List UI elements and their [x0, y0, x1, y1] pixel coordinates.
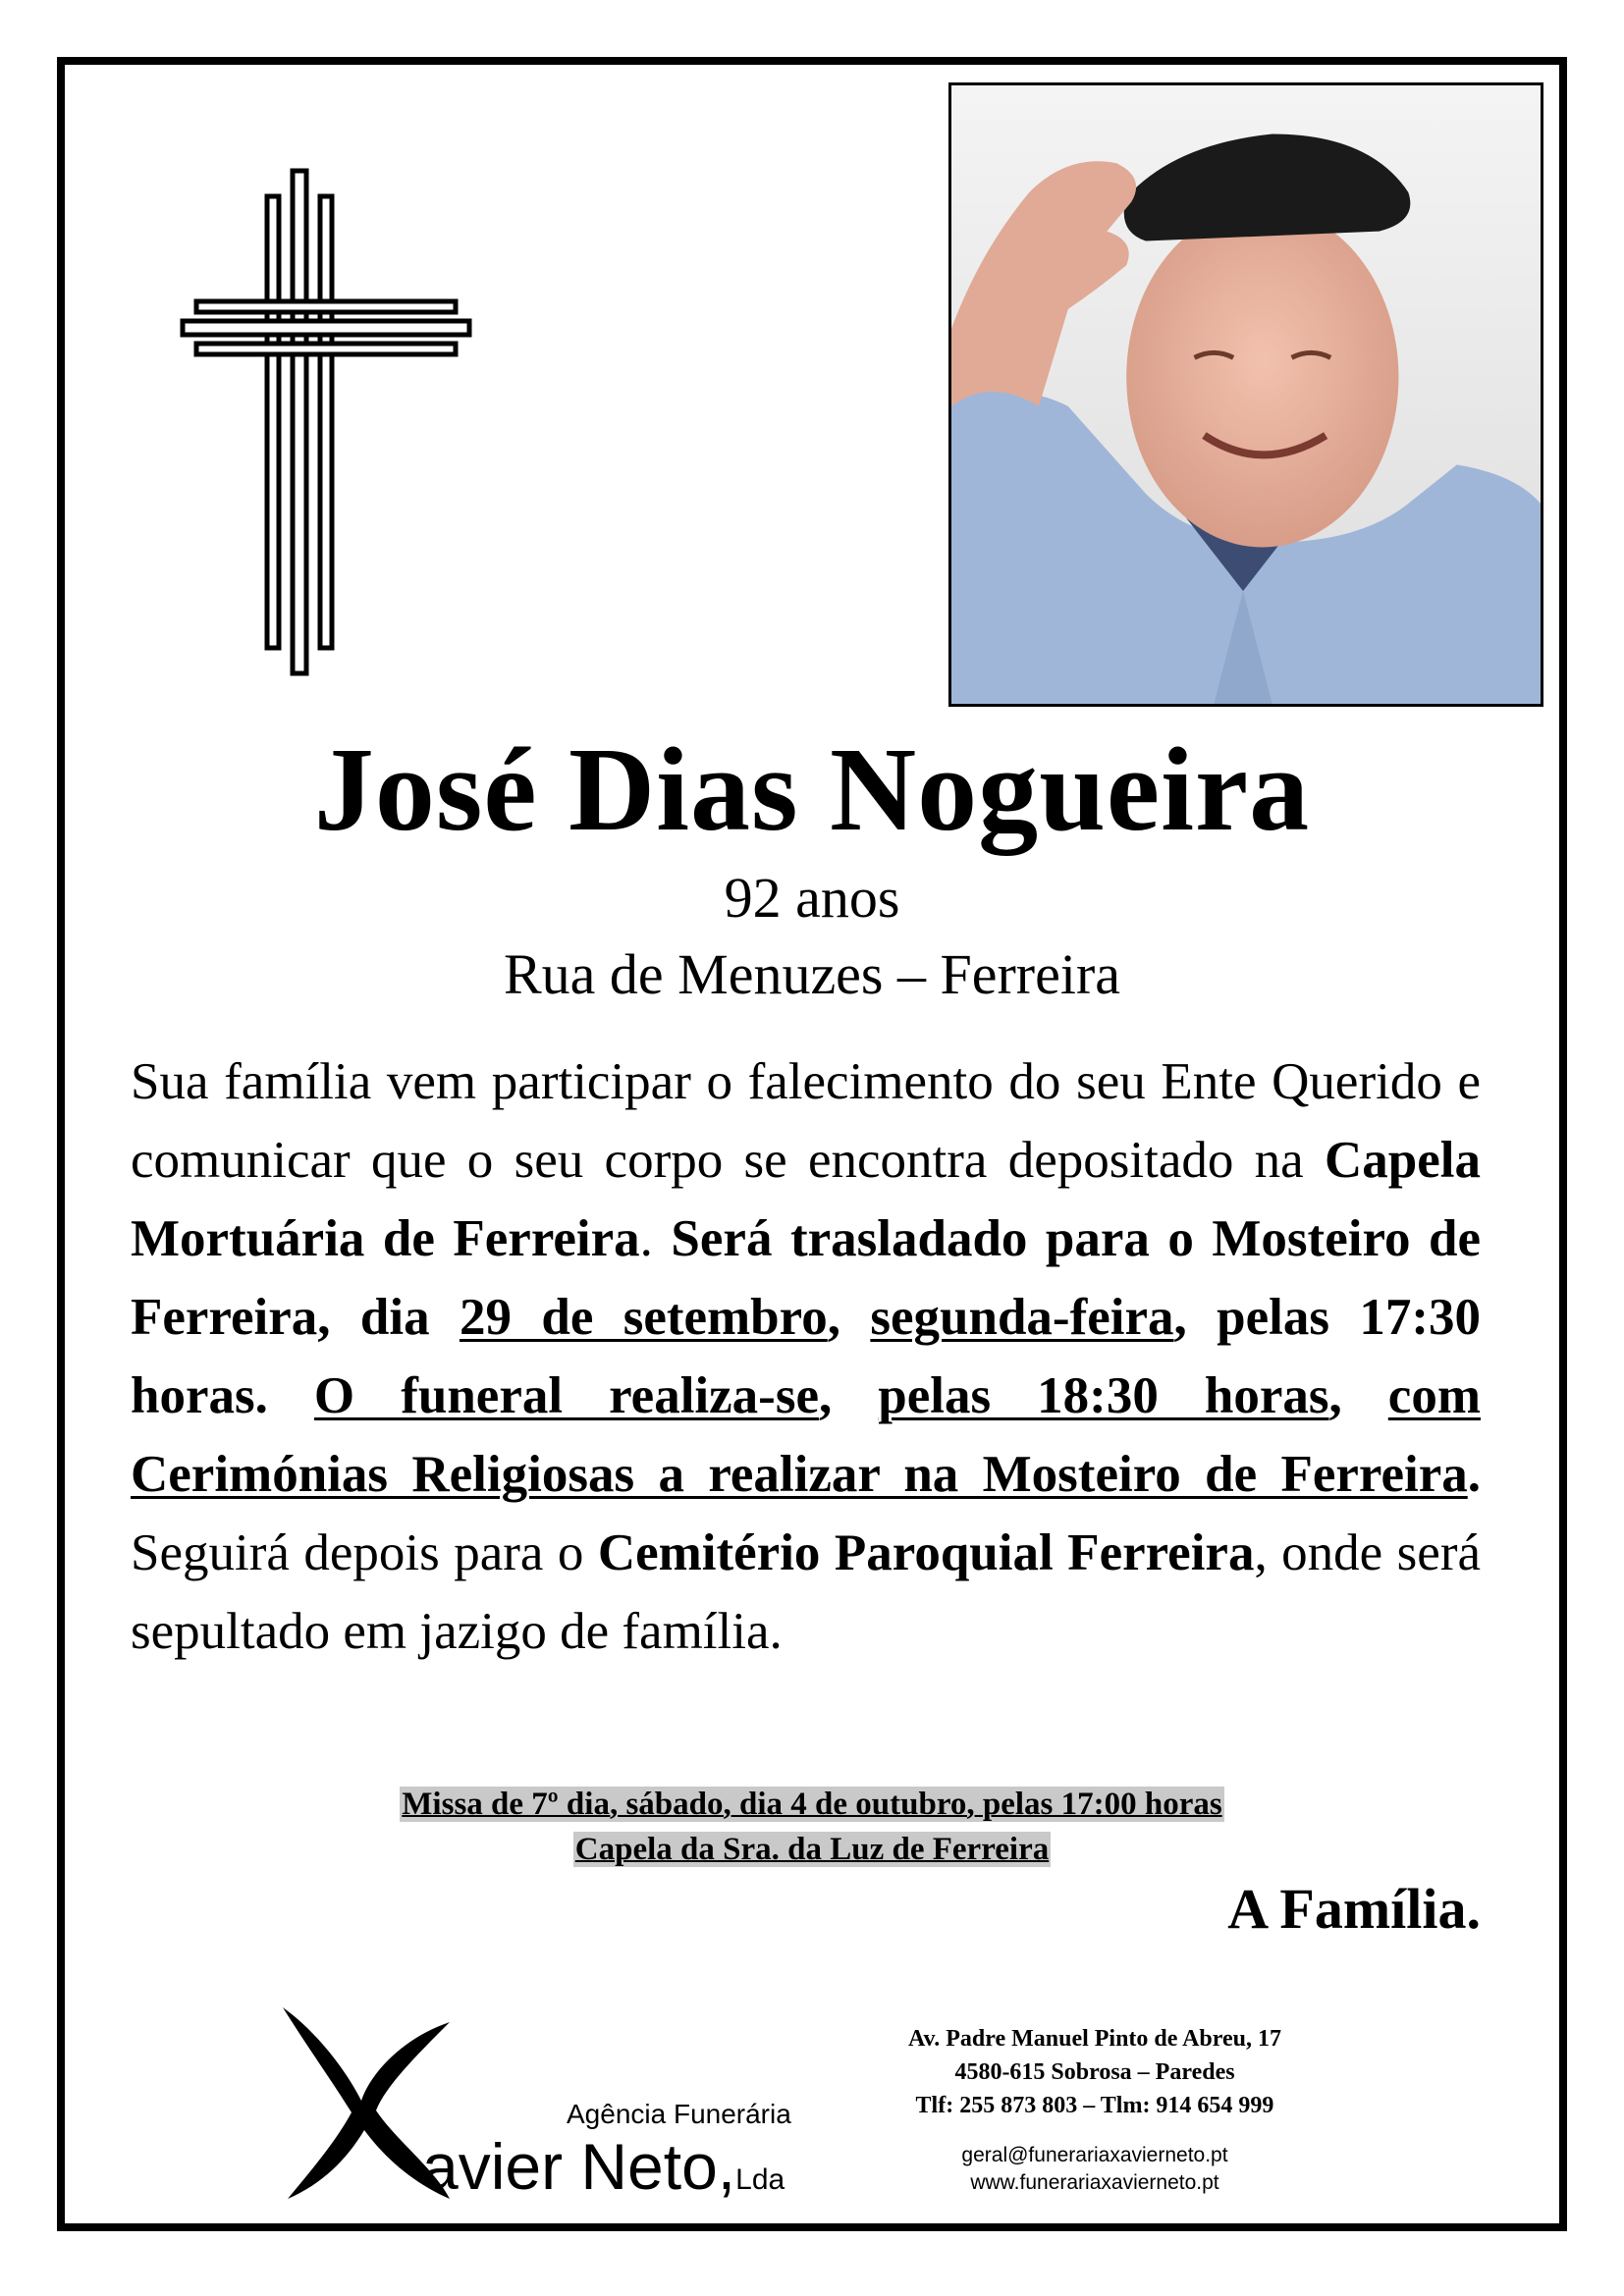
contact-spacer [864, 2122, 1326, 2142]
announcement-segment: pelas 18:30 horas [878, 1367, 1329, 1424]
announcement-segment: O funeral realiza-se [313, 1367, 819, 1424]
announcement-segment: Seguirá depois para o [131, 1524, 598, 1581]
deceased-name: José Dias Nogueira [313, 723, 1311, 856]
announcement-segment: . [639, 1210, 672, 1267]
mass-line-2: Capela da Sra. da Luz de Ferreira [574, 1832, 1050, 1867]
agency-label: Agência Funerária [567, 2099, 791, 2129]
contact-address-line-1: Av. Padre Manuel Pinto de Abreu, 17 [907, 2026, 1281, 2052]
agency-name-text: avier Neto, [422, 2130, 736, 2203]
cross-icon [179, 167, 473, 677]
signoff: A Família. [1227, 1877, 1481, 1941]
announcement-segment: 29 de setembro [459, 1289, 828, 1346]
announcement-segment: , [818, 1367, 879, 1424]
agency-name [422, 2128, 785, 2218]
announcement-segment: , pelas 17:30 horas. [131, 1289, 1482, 1424]
announcement-segment: Sua família vem participar o falecimento do seu Ente Querido e comunicar que o seu corpo se encontra depositado na [131, 1053, 1481, 1189]
deceased-address: Rua de Menuzes – Ferreira [503, 942, 1121, 1006]
mass-line-1: Missa de 7º dia, sábado, dia 4 de outubro, pelas 17:00 horas [402, 1787, 1222, 1822]
agency-contact [864, 2022, 1326, 2197]
mass-notice [0, 1782, 1624, 1872]
announcement-segment: Cemitério Paroquial Ferreira [597, 1524, 1255, 1581]
announcement-segment: . [1467, 1446, 1481, 1503]
agency-suffix: Lda [735, 2163, 785, 2196]
announcement-segment: Capela Mortuária de Ferreira [131, 1132, 1481, 1267]
announcement-text [131, 1042, 1481, 1671]
announcement-segment: , onde será sepultado em jazigo de família. [131, 1524, 1481, 1660]
announcement-segment: Será trasladado para o Mosteiro de Ferreira, dia [131, 1210, 1481, 1346]
deceased-age: 92 anos [724, 866, 900, 930]
contact-phones: Tlf: 255 873 803 – Tlm: 914 654 999 [915, 2093, 1274, 2118]
contact-website[interactable]: www.funerariaxavierneto.pt [970, 2171, 1219, 2194]
announcement-segment: , [1328, 1367, 1388, 1424]
contact-address-line-2: 4580-615 Sobrosa – Paredes [954, 2059, 1235, 2085]
portrait-photo [948, 82, 1543, 707]
announcement-segment: , [827, 1289, 871, 1346]
contact-email[interactable]: geral@funerariaxavierneto.pt [961, 2144, 1228, 2166]
announcement-segment: com Cerimónias Religiosas a realizar na Mosteiro de Ferreira [131, 1367, 1481, 1503]
announcement-segment: segunda-feira [870, 1289, 1174, 1346]
